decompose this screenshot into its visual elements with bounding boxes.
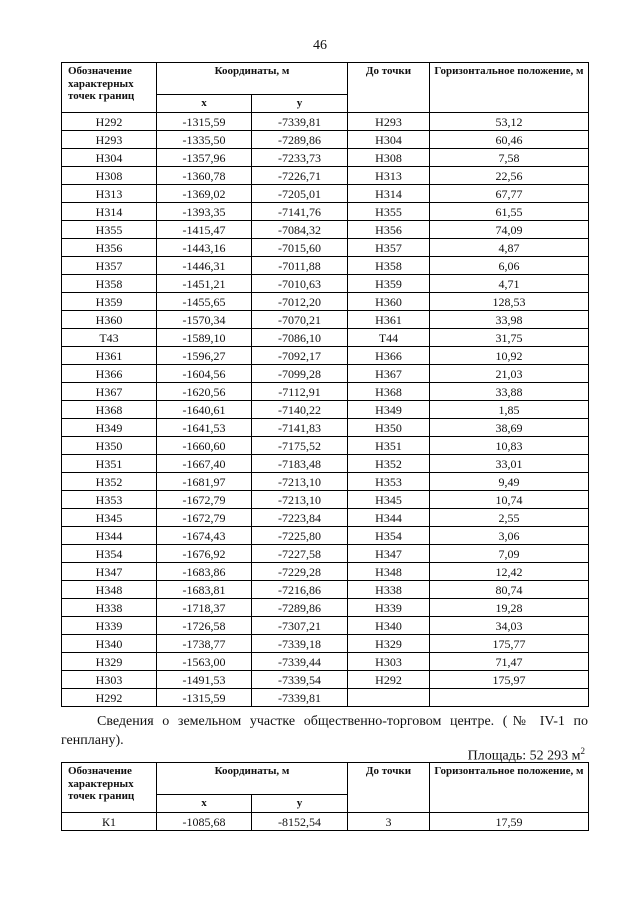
x-cell: -1563,00	[157, 653, 252, 671]
table-row	[62, 401, 589, 419]
x-cell: -1570,34	[157, 311, 252, 329]
x-cell: -1672,79	[157, 509, 252, 527]
table-row	[62, 689, 589, 707]
x-cell: -1369,02	[157, 185, 252, 203]
table-row	[62, 383, 589, 401]
point-cell: Н329	[62, 653, 157, 671]
point-cell: Н353	[62, 491, 157, 509]
point-cell: Н358	[62, 275, 157, 293]
header-coordinates: Координаты, м	[157, 63, 348, 95]
table-row	[62, 437, 589, 455]
to-point-cell: Н348	[348, 563, 430, 581]
x-cell: -1674,43	[157, 527, 252, 545]
y-cell: -7216,86	[252, 581, 348, 599]
distance-cell: 12,42	[430, 563, 589, 581]
y-cell: -7141,76	[252, 203, 348, 221]
x-cell: -1446,31	[157, 257, 252, 275]
point-cell: Н345	[62, 509, 157, 527]
header-horizontal-distance: Горизонтальное положение, м	[430, 763, 589, 813]
x-cell: -1681,97	[157, 473, 252, 491]
distance-cell: 17,59	[430, 813, 589, 831]
table-row	[62, 239, 589, 257]
to-point-cell: Н356	[348, 221, 430, 239]
point-cell: Т43	[62, 329, 157, 347]
y-cell: -7183,48	[252, 455, 348, 473]
y-cell: -7339,18	[252, 635, 348, 653]
x-cell: -1683,86	[157, 563, 252, 581]
y-cell: -7289,86	[252, 131, 348, 149]
y-cell: -7226,71	[252, 167, 348, 185]
point-cell: Н366	[62, 365, 157, 383]
point-cell: Н349	[62, 419, 157, 437]
x-cell: -1667,40	[157, 455, 252, 473]
x-cell: -1620,56	[157, 383, 252, 401]
to-point-cell: Н368	[348, 383, 430, 401]
y-cell: -7099,28	[252, 365, 348, 383]
y-cell: -7175,52	[252, 437, 348, 455]
x-cell: -1315,59	[157, 113, 252, 131]
area-label: Площадь: 52 293 $м^2$	[467, 746, 585, 764]
to-point-cell	[348, 689, 430, 707]
point-cell: Н355	[62, 221, 157, 239]
point-cell: К1	[62, 813, 157, 831]
distance-cell: 128,53	[430, 293, 589, 311]
distance-cell: 60,46	[430, 131, 589, 149]
point-cell: Н338	[62, 599, 157, 617]
to-point-cell: Н338	[348, 581, 430, 599]
table-row	[62, 813, 589, 831]
to-point-cell: Н353	[348, 473, 430, 491]
header-coordinates: Координаты, м	[157, 763, 348, 795]
x-cell: -1676,92	[157, 545, 252, 563]
header-to-point: До точки	[348, 763, 430, 813]
table-row	[62, 131, 589, 149]
distance-cell: 38,69	[430, 419, 589, 437]
distance-cell: 6,06	[430, 257, 589, 275]
table-row	[62, 167, 589, 185]
distance-cell: 2,55	[430, 509, 589, 527]
distance-cell: 4,87	[430, 239, 589, 257]
distance-cell: 33,98	[430, 311, 589, 329]
header-point-designation: Обозначение характерных точек границ	[62, 63, 157, 113]
table-row	[62, 257, 589, 275]
x-cell: -1683,81	[157, 581, 252, 599]
x-cell: -1672,79	[157, 491, 252, 509]
header-y: y	[252, 795, 348, 813]
y-cell: -7229,28	[252, 563, 348, 581]
to-point-cell: Н350	[348, 419, 430, 437]
distance-cell: 21,03	[430, 365, 589, 383]
table-row	[62, 635, 589, 653]
to-point-cell: Н357	[348, 239, 430, 257]
table-row	[62, 221, 589, 239]
y-cell: -7070,21	[252, 311, 348, 329]
y-cell: -7112,91	[252, 383, 348, 401]
to-point-cell: Н359	[348, 275, 430, 293]
y-cell: -7010,63	[252, 275, 348, 293]
x-cell: -1085,68	[157, 813, 252, 831]
table-row	[62, 563, 589, 581]
y-cell: -7011,88	[252, 257, 348, 275]
coordinates-table-2	[61, 762, 589, 831]
table-row	[62, 347, 589, 365]
y-cell: -7205,01	[252, 185, 348, 203]
point-cell: Н340	[62, 635, 157, 653]
table-row	[62, 329, 589, 347]
x-cell: -1640,61	[157, 401, 252, 419]
point-cell: Н293	[62, 131, 157, 149]
y-cell: -7339,81	[252, 113, 348, 131]
to-point-cell: Н314	[348, 185, 430, 203]
header-horizontal-distance: Горизонтальное положение, м	[430, 63, 589, 113]
y-cell: -7289,86	[252, 599, 348, 617]
table-row	[62, 599, 589, 617]
to-point-cell: Н361	[348, 311, 430, 329]
table-row	[62, 473, 589, 491]
x-cell: -1604,56	[157, 365, 252, 383]
to-point-cell: Н360	[348, 293, 430, 311]
point-cell: Н354	[62, 545, 157, 563]
to-point-cell: Н308	[348, 149, 430, 167]
to-point-cell: Н292	[348, 671, 430, 689]
parcel-description: Сведения о земельном участке общественно-торговом центре. (№ IV-1 по генплану).	[61, 714, 588, 748]
table-row	[62, 293, 589, 311]
to-point-cell: Н344	[348, 509, 430, 527]
y-cell: -7233,73	[252, 149, 348, 167]
distance-cell: 3,06	[430, 527, 589, 545]
y-cell: -7339,44	[252, 653, 348, 671]
point-cell: Н368	[62, 401, 157, 419]
to-point-cell: Н339	[348, 599, 430, 617]
point-cell: Н352	[62, 473, 157, 491]
y-cell: -7141,83	[252, 419, 348, 437]
point-cell: Н292	[62, 113, 157, 131]
table-row	[62, 365, 589, 383]
to-point-cell: Н303	[348, 653, 430, 671]
y-cell: -7227,58	[252, 545, 348, 563]
x-cell: -1641,53	[157, 419, 252, 437]
x-cell: -1451,21	[157, 275, 252, 293]
point-cell: Н356	[62, 239, 157, 257]
distance-cell: 34,03	[430, 617, 589, 635]
y-cell: -7084,32	[252, 221, 348, 239]
y-cell: -8152,54	[252, 813, 348, 831]
coordinates-table-1	[61, 62, 589, 707]
distance-cell: 10,83	[430, 437, 589, 455]
table-row	[62, 419, 589, 437]
y-cell: -7339,54	[252, 671, 348, 689]
table-row	[62, 113, 589, 131]
point-cell: Н351	[62, 455, 157, 473]
distance-cell: 4,71	[430, 275, 589, 293]
point-cell: Н348	[62, 581, 157, 599]
distance-cell: 175,97	[430, 671, 589, 689]
table-row	[62, 671, 589, 689]
header-x: x	[157, 95, 252, 113]
table-row	[62, 149, 589, 167]
page-number: 46	[313, 38, 327, 53]
distance-cell: 10,74	[430, 491, 589, 509]
to-point-cell: Н345	[348, 491, 430, 509]
x-cell: -1360,78	[157, 167, 252, 185]
y-cell: -7012,20	[252, 293, 348, 311]
y-cell: -7339,81	[252, 689, 348, 707]
to-point-cell: Н354	[348, 527, 430, 545]
to-point-cell: 3	[348, 813, 430, 831]
distance-cell: 175,77	[430, 635, 589, 653]
point-cell: Н292	[62, 689, 157, 707]
distance-cell: 19,28	[430, 599, 589, 617]
header-x: x	[157, 795, 252, 813]
table-row	[62, 491, 589, 509]
x-cell: -1393,35	[157, 203, 252, 221]
y-cell: -7015,60	[252, 239, 348, 257]
to-point-cell: Н313	[348, 167, 430, 185]
distance-cell: 1,85	[430, 401, 589, 419]
x-cell: -1443,16	[157, 239, 252, 257]
y-cell: -7213,10	[252, 491, 348, 509]
to-point-cell: Н352	[348, 455, 430, 473]
distance-cell	[430, 689, 589, 707]
to-point-cell: Н329	[348, 635, 430, 653]
point-cell: Н314	[62, 203, 157, 221]
x-cell: -1415,47	[157, 221, 252, 239]
x-cell: -1335,50	[157, 131, 252, 149]
table-row	[62, 617, 589, 635]
distance-cell: 10,92	[430, 347, 589, 365]
y-cell: -7140,22	[252, 401, 348, 419]
to-point-cell: Н347	[348, 545, 430, 563]
x-cell: -1726,58	[157, 617, 252, 635]
distance-cell: 31,75	[430, 329, 589, 347]
x-cell: -1596,27	[157, 347, 252, 365]
header-y: y	[252, 95, 348, 113]
x-cell: -1357,96	[157, 149, 252, 167]
to-point-cell: Н367	[348, 365, 430, 383]
x-cell: -1718,37	[157, 599, 252, 617]
distance-cell: 7,58	[430, 149, 589, 167]
to-point-cell: Н358	[348, 257, 430, 275]
to-point-cell: Н340	[348, 617, 430, 635]
table-row	[62, 185, 589, 203]
distance-cell: 53,12	[430, 113, 589, 131]
distance-cell: 33,88	[430, 383, 589, 401]
table-row	[62, 455, 589, 473]
header-point-designation: Обозначение характерных точек границ	[62, 763, 157, 813]
to-point-cell: Н366	[348, 347, 430, 365]
x-cell: -1315,59	[157, 689, 252, 707]
point-cell: Н359	[62, 293, 157, 311]
distance-cell: 33,01	[430, 455, 589, 473]
point-cell: Н339	[62, 617, 157, 635]
distance-cell: 7,09	[430, 545, 589, 563]
x-cell: -1589,10	[157, 329, 252, 347]
header-to-point: До точки	[348, 63, 430, 113]
x-cell: -1491,53	[157, 671, 252, 689]
table-row	[62, 509, 589, 527]
distance-cell: 74,09	[430, 221, 589, 239]
table-row	[62, 653, 589, 671]
point-cell: Н344	[62, 527, 157, 545]
x-cell: -1738,77	[157, 635, 252, 653]
distance-cell: 67,77	[430, 185, 589, 203]
point-cell: Н313	[62, 185, 157, 203]
y-cell: -7213,10	[252, 473, 348, 491]
y-cell: -7307,21	[252, 617, 348, 635]
to-point-cell: Н349	[348, 401, 430, 419]
x-cell: -1455,65	[157, 293, 252, 311]
point-cell: Н361	[62, 347, 157, 365]
table-row	[62, 203, 589, 221]
point-cell: Н367	[62, 383, 157, 401]
table-row	[62, 311, 589, 329]
distance-cell: 71,47	[430, 653, 589, 671]
distance-cell: 80,74	[430, 581, 589, 599]
point-cell: Н308	[62, 167, 157, 185]
table-row	[62, 545, 589, 563]
point-cell: Н360	[62, 311, 157, 329]
y-cell: -7086,10	[252, 329, 348, 347]
point-cell: Н304	[62, 149, 157, 167]
point-cell: Н350	[62, 437, 157, 455]
point-cell: Н357	[62, 257, 157, 275]
distance-cell: 22,56	[430, 167, 589, 185]
y-cell: -7223,84	[252, 509, 348, 527]
to-point-cell: Н355	[348, 203, 430, 221]
distance-cell: 61,55	[430, 203, 589, 221]
point-cell: Н347	[62, 563, 157, 581]
table-row	[62, 527, 589, 545]
to-point-cell: Н304	[348, 131, 430, 149]
to-point-cell: Т44	[348, 329, 430, 347]
point-cell: Н303	[62, 671, 157, 689]
to-point-cell: Н293	[348, 113, 430, 131]
y-cell: -7092,17	[252, 347, 348, 365]
table-row	[62, 581, 589, 599]
y-cell: -7225,80	[252, 527, 348, 545]
x-cell: -1660,60	[157, 437, 252, 455]
table-row	[62, 275, 589, 293]
to-point-cell: Н351	[348, 437, 430, 455]
distance-cell: 9,49	[430, 473, 589, 491]
